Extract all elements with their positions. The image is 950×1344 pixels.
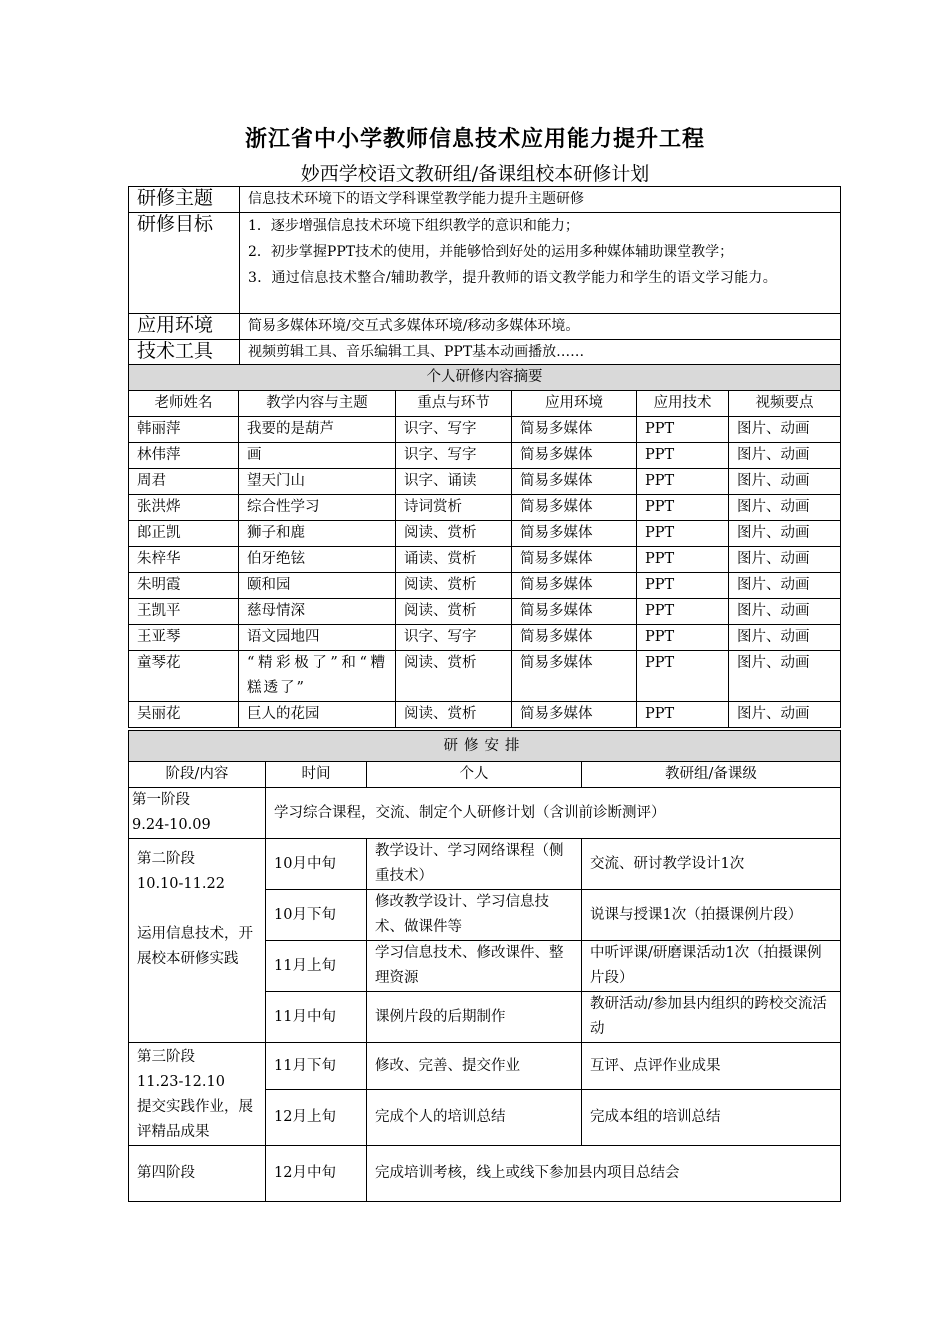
- video-points-cell: 图片、动画: [729, 521, 841, 547]
- teacher-name-cell: 郎正凯: [129, 521, 239, 547]
- technology-cell: PPT: [637, 573, 729, 599]
- stage-2-cell: [129, 839, 266, 1043]
- stage-dates: 10.10-11.22: [137, 876, 225, 892]
- summary-rows: [129, 417, 841, 728]
- focus-cell: 阅读、赏析: [396, 651, 512, 702]
- table-row: [129, 651, 841, 702]
- summary-table: [128, 364, 841, 728]
- column-header: 教学内容与主题: [239, 391, 396, 417]
- environment-cell: 简易多媒体: [512, 702, 637, 728]
- summary-heading: 个人研修内容摘要: [129, 365, 841, 391]
- focus-cell: 阅读、赏析: [396, 599, 512, 625]
- teacher-name-cell: 王凯平: [129, 599, 239, 625]
- teacher-name-cell: 林伟萍: [129, 443, 239, 469]
- lesson-topic-cell: 综合性学习: [239, 495, 396, 521]
- tools-label: 技术工具: [129, 340, 240, 366]
- goal-list: [240, 213, 841, 314]
- environment-cell: 简易多媒体: [512, 469, 637, 495]
- lesson-topic-cell: 画: [239, 443, 396, 469]
- table-row: [129, 417, 841, 443]
- focus-cell: 识字、写字: [396, 625, 512, 651]
- column-header: 应用技术: [637, 391, 729, 417]
- environment-cell: 简易多媒体: [512, 521, 637, 547]
- technology-cell: PPT: [637, 599, 729, 625]
- table-row: [129, 573, 841, 599]
- video-points-cell: 图片、动画: [729, 443, 841, 469]
- group-cell: 交流、研讨教学设计1次: [582, 839, 841, 890]
- environment-cell: 简易多媒体: [512, 599, 637, 625]
- personal-cell: 学习信息技术、修改课件、整理资源: [367, 941, 582, 992]
- group-cell: 中听评课/研磨课活动1次（拍摄课例片段）: [582, 941, 841, 992]
- lesson-topic-cell: 我要的是葫芦: [239, 417, 396, 443]
- teacher-name-cell: 吴丽花: [129, 702, 239, 728]
- group-cell: 教研活动/参加县内组织的跨校交流活动: [582, 992, 841, 1043]
- lesson-topic-cell: 颐和园: [239, 573, 396, 599]
- focus-cell: 识字、写字: [396, 443, 512, 469]
- theme-label: 研修主题: [129, 187, 240, 213]
- personal-cell: 完成个人的培训总结: [367, 1090, 582, 1146]
- stage-name: 第三阶段: [137, 1049, 195, 1065]
- environment-cell: 简易多媒体: [512, 443, 637, 469]
- table-row: [129, 521, 841, 547]
- column-header: 个人: [367, 762, 582, 788]
- environment-cell: 简易多媒体: [512, 417, 637, 443]
- tools-value: 视频剪辑工具、音乐编辑工具、PPT基本动画播放……: [240, 340, 841, 366]
- technology-cell: PPT: [637, 495, 729, 521]
- technology-cell: PPT: [637, 651, 729, 702]
- video-points-cell: 图片、动画: [729, 625, 841, 651]
- schedule-table: [128, 730, 841, 1202]
- teacher-name-cell: 童琴花: [129, 651, 239, 702]
- lesson-topic-cell: 语文园地四: [239, 625, 396, 651]
- column-header: 应用环境: [512, 391, 637, 417]
- group-cell: 说课与授课1次（拍摄课例片段）: [582, 890, 841, 941]
- column-header: 教研组/备课级: [582, 762, 841, 788]
- teacher-name-cell: 朱明霞: [129, 573, 239, 599]
- stage-dates: 11.23-12.10: [137, 1074, 225, 1090]
- stage-4-cell: 第四阶段: [129, 1146, 266, 1202]
- environment-cell: 简易多媒体: [512, 573, 637, 599]
- teacher-name-cell: 张洪烨: [129, 495, 239, 521]
- video-points-cell: 图片、动画: [729, 495, 841, 521]
- time-cell: 10月下旬: [266, 890, 367, 941]
- schedule-heading: 研修安排: [129, 731, 841, 762]
- technology-cell: PPT: [637, 443, 729, 469]
- focus-cell: 诵读、赏析: [396, 547, 512, 573]
- stage-desc: 提交实践作业，展评精品成果: [137, 1099, 253, 1140]
- goal-item: 1．逐步增强信息技术环境下组织教学的意识和能力；: [248, 218, 579, 234]
- lesson-topic-cell: 慈母情深: [239, 599, 396, 625]
- table-row: [129, 495, 841, 521]
- column-header: 阶段/内容: [129, 762, 266, 788]
- teacher-name-cell: 朱梓华: [129, 547, 239, 573]
- stage-name: 第一阶段: [132, 792, 190, 808]
- stage-1-content: 学习综合课程，交流、制定个人研修计划（含训前诊断测评）: [266, 788, 841, 839]
- document-title: 浙江省中小学教师信息技术应用能力提升工程: [244, 127, 705, 152]
- env-value: 简易多媒体环境/交互式多媒体环境/移动多媒体环境。: [240, 314, 841, 340]
- time-cell: 12月中旬: [266, 1146, 367, 1202]
- info-table: [128, 186, 841, 366]
- column-header: 重点与环节: [396, 391, 512, 417]
- environment-cell: 简易多媒体: [512, 495, 637, 521]
- focus-cell: 阅读、赏析: [396, 521, 512, 547]
- env-label: 应用环境: [129, 314, 240, 340]
- lesson-topic-cell: 巨人的花园: [239, 702, 396, 728]
- stage-4-content: 完成培训考核，线上或线下参加县内项目总结会: [367, 1146, 841, 1202]
- goal-item: 3．通过信息技术整合/辅助教学，提升教师的语文教学能力和学生的语文学习能力。: [248, 270, 778, 286]
- teacher-name-cell: 韩丽萍: [129, 417, 239, 443]
- theme-value: 信息技术环境下的语文学科课堂教学能力提升主题研修: [240, 187, 841, 213]
- environment-cell: 简易多媒体: [512, 651, 637, 702]
- technology-cell: PPT: [637, 625, 729, 651]
- column-header: 视频要点: [729, 391, 841, 417]
- stage-dates: 9.24-10.09: [132, 817, 211, 833]
- column-header: 时间: [266, 762, 367, 788]
- technology-cell: PPT: [637, 521, 729, 547]
- table-row: [129, 599, 841, 625]
- focus-cell: 识字、写字: [396, 417, 512, 443]
- technology-cell: PPT: [637, 547, 729, 573]
- personal-cell: 修改教学设计、学习信息技术、做课件等: [367, 890, 582, 941]
- stage-desc: 运用信息技术，开展校本研修实践: [137, 926, 253, 967]
- goal-label: 研修目标: [129, 213, 240, 314]
- document-subtitle: 妙西学校语文教研组/备课组校本研修计划: [300, 163, 650, 185]
- lesson-topic-cell: “精彩极了”和“糟糕透了”: [239, 651, 396, 702]
- environment-cell: 简易多媒体: [512, 625, 637, 651]
- video-points-cell: 图片、动画: [729, 573, 841, 599]
- column-header: 老师姓名: [129, 391, 239, 417]
- stage-1-cell: [129, 788, 266, 839]
- technology-cell: PPT: [637, 469, 729, 495]
- video-points-cell: 图片、动画: [729, 469, 841, 495]
- time-cell: 12月上旬: [266, 1090, 367, 1146]
- table-row: [129, 469, 841, 495]
- teacher-name-cell: 周君: [129, 469, 239, 495]
- lesson-topic-cell: 狮子和鹿: [239, 521, 396, 547]
- group-cell: 完成本组的培训总结: [582, 1090, 841, 1146]
- focus-cell: 阅读、赏析: [396, 573, 512, 599]
- environment-cell: 简易多媒体: [512, 547, 637, 573]
- table-row: [129, 625, 841, 651]
- lesson-topic-cell: 伯牙绝铉: [239, 547, 396, 573]
- teacher-name-cell: 王亚琴: [129, 625, 239, 651]
- lesson-topic-cell: 望天门山: [239, 469, 396, 495]
- table-row: [129, 547, 841, 573]
- personal-cell: 课例片段的后期制作: [367, 992, 582, 1043]
- time-cell: 11月中旬: [266, 992, 367, 1043]
- focus-cell: 诗词赏析: [396, 495, 512, 521]
- stage-3-cell: [129, 1043, 266, 1146]
- table-row: [129, 443, 841, 469]
- video-points-cell: 图片、动画: [729, 651, 841, 702]
- stage-name: 第二阶段: [137, 851, 195, 867]
- table-row: [129, 702, 841, 728]
- video-points-cell: 图片、动画: [729, 702, 841, 728]
- time-cell: 11月上旬: [266, 941, 367, 992]
- personal-cell: 教学设计、学习网络课程（侧重技术）: [367, 839, 582, 890]
- technology-cell: PPT: [637, 702, 729, 728]
- personal-cell: 修改、完善、提交作业: [367, 1043, 582, 1090]
- video-points-cell: 图片、动画: [729, 547, 841, 573]
- focus-cell: 识字、诵读: [396, 469, 512, 495]
- group-cell: 互评、点评作业成果: [582, 1043, 841, 1090]
- video-points-cell: 图片、动画: [729, 599, 841, 625]
- focus-cell: 阅读、赏析: [396, 702, 512, 728]
- time-cell: 10月中旬: [266, 839, 367, 890]
- goal-item: 2．初步掌握PPT技术的使用，并能够恰到好处的运用多种媒体辅助课堂教学；: [248, 244, 734, 260]
- time-cell: 11月下旬: [266, 1043, 367, 1090]
- video-points-cell: 图片、动画: [729, 417, 841, 443]
- technology-cell: PPT: [637, 417, 729, 443]
